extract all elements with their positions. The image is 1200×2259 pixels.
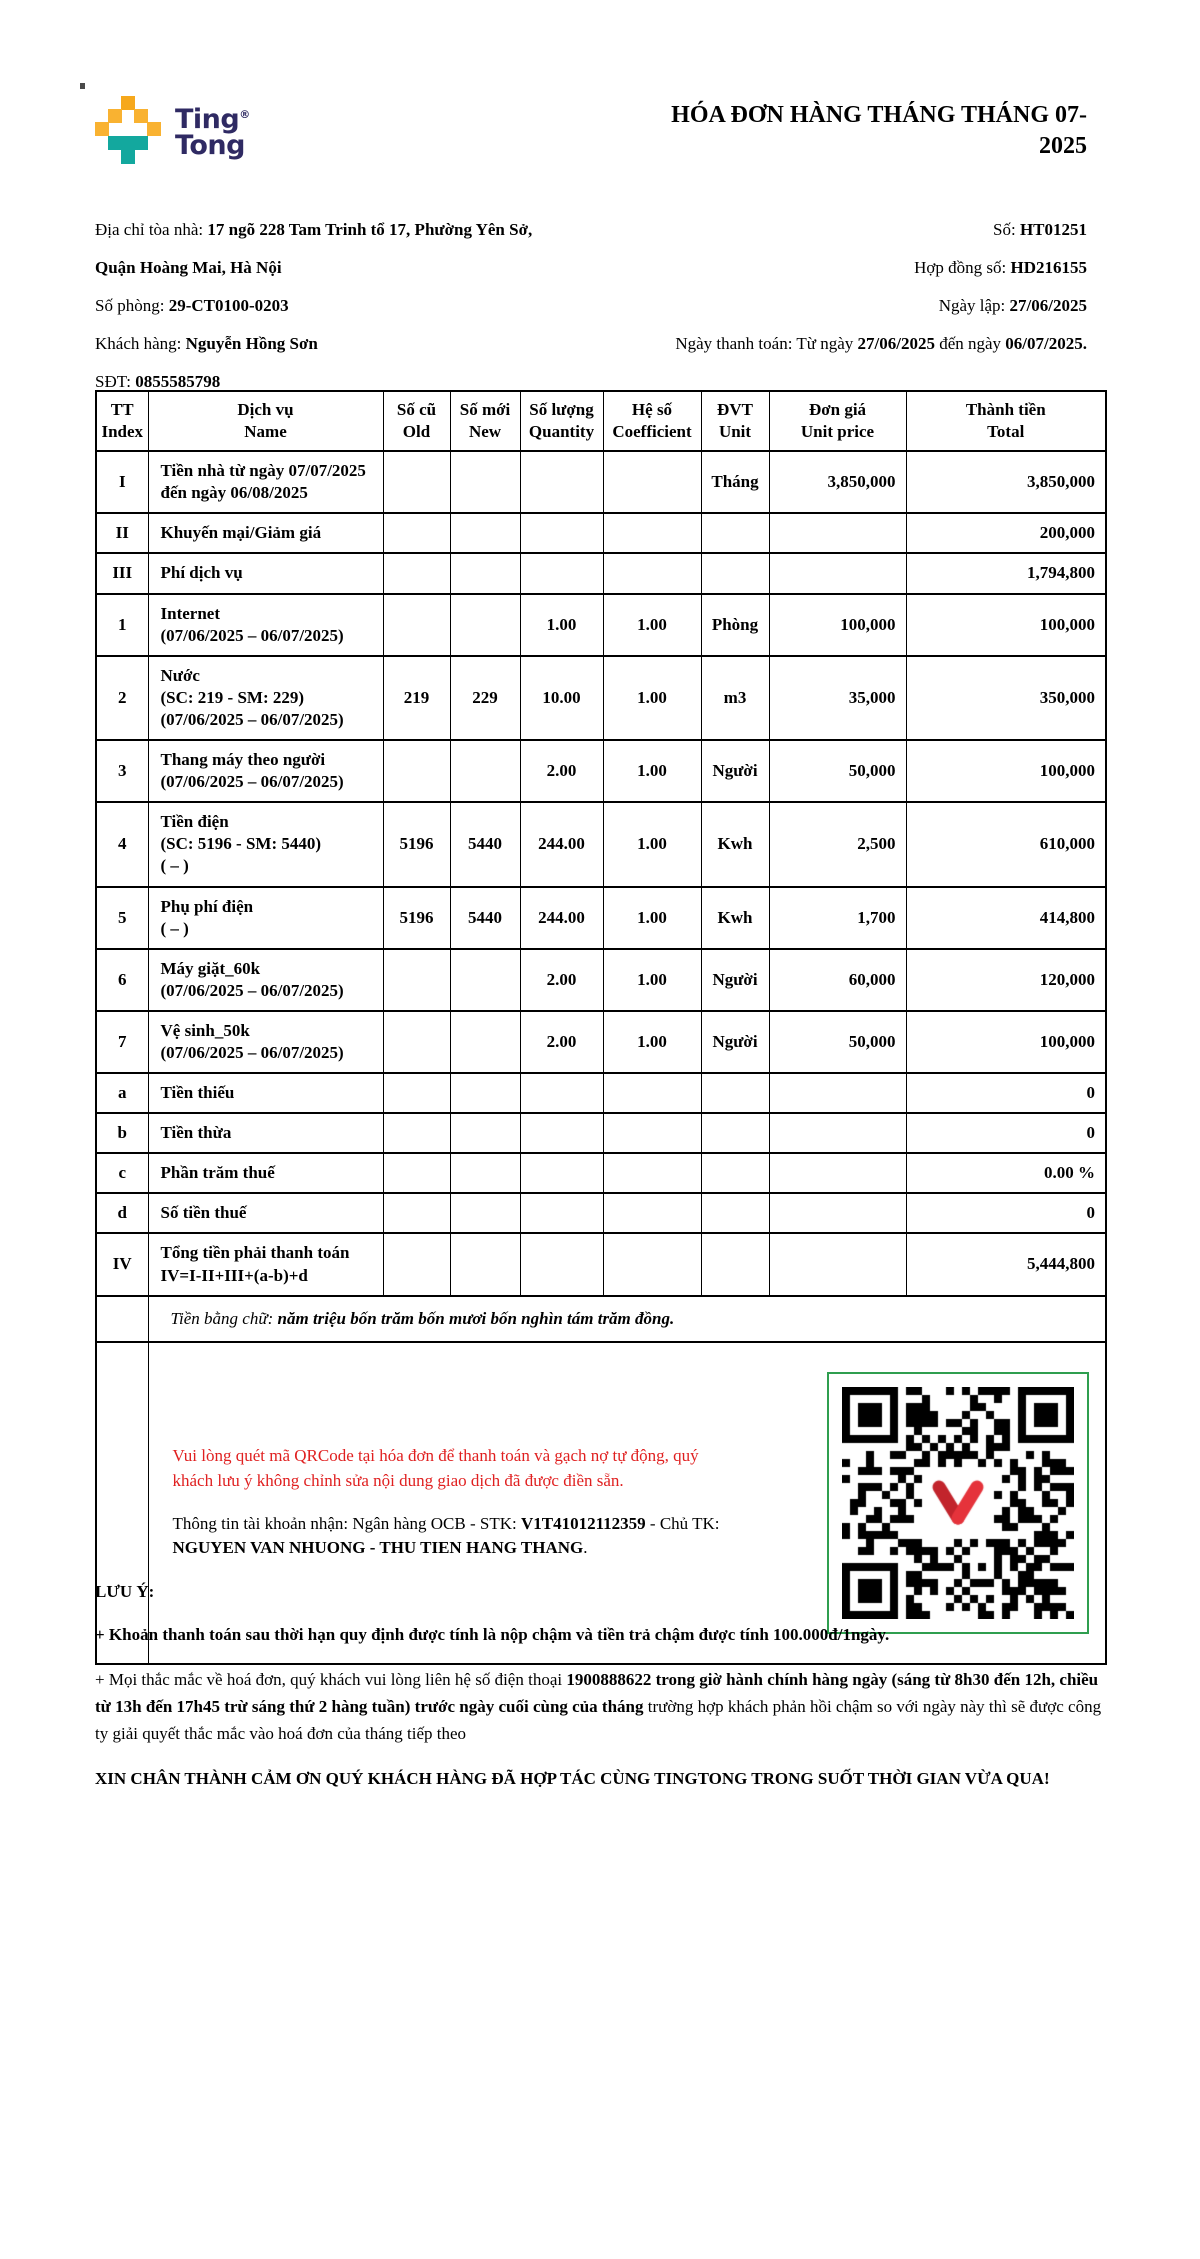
cell-unit: Kwh [701,887,769,949]
col-header-old: Số cũ Old [383,391,450,451]
cell-old: 219 [383,656,450,740]
cell-tt: 4 [96,802,148,886]
table-row [96,656,1106,740]
logo-pixel [121,96,135,110]
cell-total: 610,000 [906,802,1106,886]
table-row [96,740,1106,802]
cell-unit: Kwh [701,802,769,886]
cell-name_lines: Internet (07/06/2025 – 06/07/2025) [148,594,383,656]
cell-old [383,1113,450,1153]
cell-old [383,1011,450,1073]
cell-total: 414,800 [906,887,1106,949]
amount-in-words-row [96,1296,1106,1342]
brand-ting: Ting [175,104,240,135]
tingtong-logo-icon [95,96,161,166]
page-title-line2: 2025 [1039,133,1087,160]
cell-unit: m3 [701,656,769,740]
cell-price: 50,000 [769,740,906,802]
cell-price [769,553,906,593]
cell-coef [603,553,701,593]
cell-name_lines: Phụ phí điện ( – ) [148,887,383,949]
cell-unit [701,1153,769,1193]
cell-new [450,1011,520,1073]
cell-qty: 1.00 [520,594,603,656]
cell-tt: 5 [96,887,148,949]
cell-name_lines: Phí dịch vụ [148,553,383,593]
cell-tt: II [96,513,148,553]
contract-number-line: Hợp đồng số: HD216155 [914,258,1087,277]
cell-qty: 10.00 [520,656,603,740]
col-header-quantity: Số lượng Quantity [520,391,603,451]
cell-name_lines: Số tiền thuế [148,1193,383,1233]
bank-account-info: Thông tin tài khoản nhận: Ngân hàng OCB - STK: V1T41012112359 - Chủ TK: NGUYEN VAN NHUONG - THU TIEN HANG THANG. [172,1513,720,1558]
cell-name_lines: Vệ sinh_50k (07/06/2025 – 06/07/2025) [148,1011,383,1073]
scan-artifact [80,83,85,89]
cell-total: 120,000 [906,949,1106,1011]
cell-name_lines: Tổng tiền phải thanh toán IV=I-II+III+(a-b)+d [148,1233,383,1295]
table-row [96,594,1106,656]
phone-line: SĐT: 0855585798 [95,372,221,391]
cell-tt: I [96,451,148,513]
cell-new: 229 [450,656,520,740]
cell-tt: a [96,1073,148,1113]
cell-new [450,1073,520,1113]
cell-new [450,1233,520,1295]
cell-total: 0 [906,1193,1106,1233]
cell-unit: Tháng [701,451,769,513]
invoice-table [95,390,1107,1665]
cell-old: 5196 [383,887,450,949]
cell-coef: 1.00 [603,656,701,740]
cell-qty [520,1073,603,1113]
cell-price [769,1073,906,1113]
logo-pixel [95,122,109,136]
cell-tt: III [96,553,148,593]
building-address-line: Địa chỉ tòa nhà: 17 ngõ 228 Tam Trinh tổ 17, Phường Yên Sở, [95,220,533,239]
col-header-new: Số mới New [450,391,520,451]
cell-total: 0.00 % [906,1153,1106,1193]
room-number-line: Số phòng: 29-CT0100-0203 [95,296,289,315]
cell-tt: 1 [96,594,148,656]
cell-new [450,1113,520,1153]
cell-unit [701,1073,769,1113]
cell-price [769,1193,906,1233]
cell-name_lines: Phần trăm thuế [148,1153,383,1193]
late-payment-note: + Khoản thanh toán sau thời hạn quy định được tính là nộp chậm và tiền trả chậm được tính 100.000đ/1ngày. [95,1625,890,1644]
col-header-total: Thành tiền Total [906,391,1106,451]
cell-old [383,1193,450,1233]
amount-in-words: Tiền bằng chữ: năm triệu bốn trăm bốn mươi bốn nghìn tám trăm đồng. [148,1296,1106,1342]
cell-qty: 2.00 [520,740,603,802]
cell-unit [701,553,769,593]
col-header-name: Dịch vụ Name [148,391,383,451]
cell-price [769,513,906,553]
cell-new: 5440 [450,887,520,949]
cell-qty [520,1233,603,1295]
cell-qty: 2.00 [520,949,603,1011]
col-header-coefficient: Hệ số Coefficient [603,391,701,451]
cell-tt: c [96,1153,148,1193]
cell-price [769,1233,906,1295]
cell-unit [701,1193,769,1233]
cell-old [383,1233,450,1295]
cell-tt: IV [96,1233,148,1295]
table-row [96,1193,1106,1233]
cell-old [383,594,450,656]
cell-tt: 3 [96,740,148,802]
cell-coef [603,451,701,513]
cell-name_lines: Tiền nhà từ ngày 07/07/2025 đến ngày 06/08/2025 [148,451,383,513]
cell-unit: Phòng [701,594,769,656]
cell-name_lines: Tiền thiếu [148,1073,383,1113]
col-header-unit: ĐVT Unit [701,391,769,451]
cell-name_lines: Máy giặt_60k (07/06/2025 – 06/07/2025) [148,949,383,1011]
customer-name-line: Khách hàng: Nguyễn Hồng Sơn [95,334,318,353]
cell-name_lines: Nước (SC: 219 - SM: 229) (07/06/2025 – 06/07/2025) [148,656,383,740]
cell-coef [603,1113,701,1153]
cell-price: 1,700 [769,887,906,949]
cell-price: 60,000 [769,949,906,1011]
notes-heading: LƯU Ý: [95,1582,155,1601]
payment-period-line: Ngày thanh toán: Từ ngày 27/06/2025 đến ngày 06/07/2025. [675,334,1087,353]
table-row [96,1073,1106,1113]
qr-scan-notice: Vui lòng quét mã QRCode tại hóa đơn để thanh toán và gạch nợ tự động, quý khách lưu ý không chỉnh sửa nội dung giao dịch đã được điền sẵn. [172,1446,699,1491]
cell-name_lines: Tiền thừa [148,1113,383,1153]
cell-total: 350,000 [906,656,1106,740]
cell-new: 5440 [450,802,520,886]
cell-coef [603,1193,701,1233]
registered-mark: ® [239,108,250,121]
cell-price [769,1113,906,1153]
cell-coef [603,1233,701,1295]
table-row [96,887,1106,949]
cell-coef: 1.00 [603,887,701,949]
tingtong-logo [95,96,250,166]
logo-pixel [121,150,135,164]
cell-new [450,513,520,553]
cell-name_lines: Thang máy theo người (07/06/2025 – 06/07/2025) [148,740,383,802]
cell-price: 50,000 [769,1011,906,1073]
cell-total: 100,000 [906,740,1106,802]
logo-pixel [147,122,161,136]
cell-unit [701,513,769,553]
cell-new [450,553,520,593]
table-row [96,553,1106,593]
cell-old [383,740,450,802]
thank-you-note: XIN CHÂN THÀNH CẢM ƠN QUÝ KHÁCH HÀNG ĐÃ HỢP TÁC CÙNG TINGTONG TRONG SUỐT THỜI GIAN VỪA QUA! [95,1769,1050,1788]
cell-coef [603,513,701,553]
cell-tt: 6 [96,949,148,1011]
invoice-meta-block [675,211,1087,363]
cell-new [450,1193,520,1233]
table-row [96,1011,1106,1073]
page-title-line1: HÓA ĐƠN HÀNG THÁNG THÁNG 07- [671,102,1087,128]
cell-coef [603,1073,701,1113]
cell-coef: 1.00 [603,594,701,656]
cell-price: 2,500 [769,802,906,886]
cell-coef: 1.00 [603,949,701,1011]
cell-old [383,451,450,513]
logo-pixel [108,109,122,123]
brand-tong: Tong [175,130,245,161]
cell-qty: 244.00 [520,887,603,949]
cell-coef: 1.00 [603,802,701,886]
cell-old [383,1153,450,1193]
cell-tt: b [96,1113,148,1153]
building-address-line2: Quận Hoàng Mai, Hà Nội [95,258,282,277]
cell-unit: Người [701,1011,769,1073]
cell-qty [520,451,603,513]
table-header-row [96,391,1106,451]
cell-tt: 7 [96,1011,148,1073]
table-row [96,802,1106,886]
logo-pixel [108,136,148,150]
cell-qty: 2.00 [520,1011,603,1073]
cell-name_lines: Khuyến mại/Giảm giá [148,513,383,553]
logo-pixel [134,109,148,123]
cell-total: 1,794,800 [906,553,1106,593]
cell-new [450,1153,520,1193]
cell-name_lines: Tiền điện (SC: 5196 - SM: 5440) ( – ) [148,802,383,886]
table-row [96,1153,1106,1193]
col-header-index: TT Index [96,391,148,451]
cell-total: 3,850,000 [906,451,1106,513]
table-row [96,1233,1106,1295]
cell-old [383,1073,450,1113]
brand-name [175,102,250,159]
cell-old [383,949,450,1011]
invoice-number-line: Số: HT01251 [993,220,1087,239]
cell-total: 0 [906,1073,1106,1113]
cell-unit: Người [701,740,769,802]
cell-new [450,949,520,1011]
cell-qty [520,513,603,553]
cell-price [769,1153,906,1193]
page-title [507,100,1087,162]
payment-instructions [163,1444,733,1561]
cell-price: 35,000 [769,656,906,740]
cell-total: 0 [906,1113,1106,1153]
issue-date-line: Ngày lập: 27/06/2025 [938,296,1087,315]
cell-qty [520,553,603,593]
cell-unit [701,1113,769,1153]
table-row [96,513,1106,553]
customer-info-block [95,211,532,401]
table-row [96,1113,1106,1153]
cell-total: 5,444,800 [906,1233,1106,1295]
cell-tt: 2 [96,656,148,740]
cell-coef [603,1153,701,1193]
cell-qty [520,1153,603,1193]
cell-old [383,553,450,593]
cell-coef: 1.00 [603,740,701,802]
cell-total: 200,000 [906,513,1106,553]
table-row [96,949,1106,1011]
cell-new [450,451,520,513]
cell-unit [701,1233,769,1295]
cell-old [383,513,450,553]
cell-total: 100,000 [906,594,1106,656]
cell-new [450,594,520,656]
cell-new [450,740,520,802]
cell-qty: 244.00 [520,802,603,886]
hotline-note: + Mọi thắc mắc về hoá đơn, quý khách vui lòng liên hệ số điện thoại 1900888622 trong giờ hành chính hàng ngày (sáng từ 8h30 đến 12h, chiều từ 13h đến 17h45 trừ sáng thứ 2 hàng tuần) trước ngày cuối cùng của tháng trường hợp khách phản hồi chậm so với ngày này thì sẽ được công ty giải quyết thắc mắc vào hoá đơn của tháng tiếp theo [95,1670,1102,1743]
cell-price: 100,000 [769,594,906,656]
col-header-unit-price: Đơn giá Unit price [769,391,906,451]
cell-coef: 1.00 [603,1011,701,1073]
amount-in-words-index-cell [96,1296,148,1342]
cell-tt: d [96,1193,148,1233]
cell-total: 100,000 [906,1011,1106,1073]
cell-old: 5196 [383,802,450,886]
table-row [96,451,1106,513]
cell-qty [520,1193,603,1233]
cell-price: 3,850,000 [769,451,906,513]
cell-qty [520,1113,603,1153]
cell-unit: Người [701,949,769,1011]
footer-notes [95,1578,1107,1792]
